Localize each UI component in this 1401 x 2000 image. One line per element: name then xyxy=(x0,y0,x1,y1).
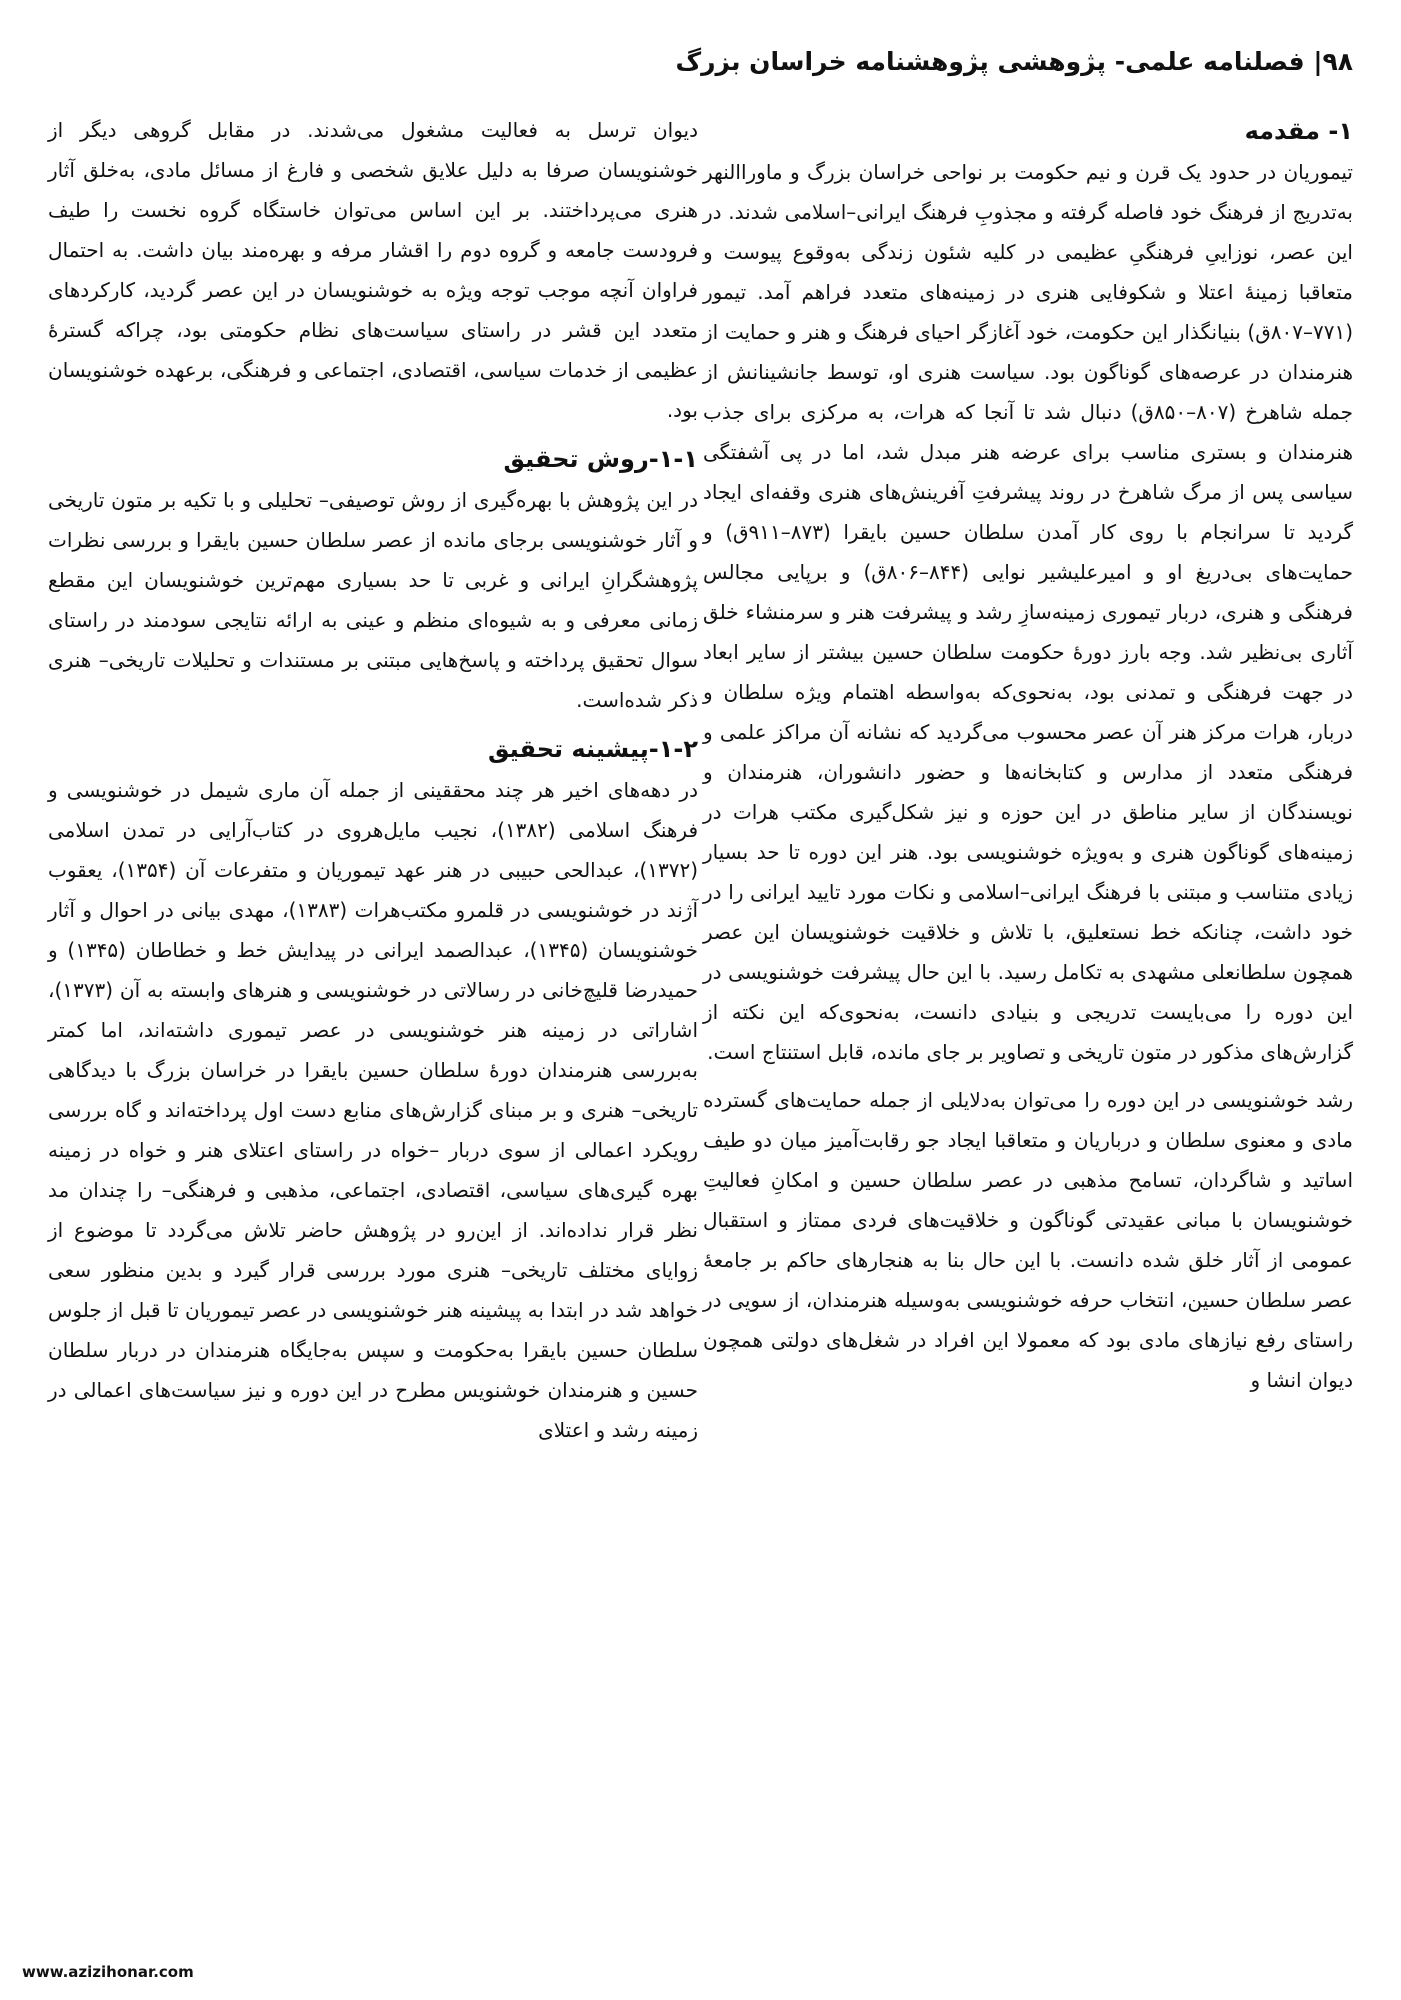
section-heading-introduction: ۱- مقدمه xyxy=(1244,117,1353,145)
paragraph-background: در دهه‌های اخیر هر چند محققینی از جمله آن ماری شیمل در خوشنویسی و فرهنگ اسلامی (۱۳۸۲)، نجیب مایل‌هروی در کتاب‌آرایی در تمدن اسلامی (۱۳۷۲)، عبدالحی حبیبی در هنر عهد تیموریان و متفرعات آن (۱۳۵۴)، یعقوب آژند در خوشنویسی در قلمرو مکتب‌هرات (۱۳۸۳)، مهدی بیانی در احوال و آثار خوشنویسان (۱۳۴۵)، عبدالصمد ایرانی در پیدایش خط و خطاطان (۱۳۴۵) و حمیدرضا قلیچ‌خانی در رسالاتی در خوشنویسی و هنرهای وابسته به آن (۱۳۷۳)، اشاراتی در زمینه هنر خوشنویسی در عصر تیموری داشته‌اند، اما کمتر به‌بررسی هنرمندان دورهٔ سلطان حسین بایقرا در خراسان بزرگ با دیدگاهی تاریخی– هنری و بر مبنای گزارش‌های منابع دست اول پرداخته‌اند و گاه بررسی رویکرد اعمالی از سوی دربار –خواه در راستای اعتلای هنر و خواه در زمینه بهره گیری‌های سیاسی، اقتصادی، اجتماعی، مذهبی و فرهنگی– را چندان مد نظر قرار نداده‌اند. از این‌رو در پژوهش حاضر تلاش می‌گردد تا موضوع از زوایای مختلف تاریخی– هنری مورد بررسی قرار گیرد و بدین منظور سعی خواهد شد در ابتدا به پیشینه هنر خوشنویسی در عصر تیموریان تا قبل از جلوس سلطان حسین بایقرا به‌حکومت و سپس به‌جایگاه هنرمندان در دربار سلطان حسین و هنرمندان خوشنویس مطرح در این دوره و نیز سیاست‌های اعمالی در زمینه رشد و اعتلای xyxy=(48,778,699,1442)
left-column xyxy=(48,110,698,1458)
right-column xyxy=(703,110,1353,1408)
paragraph-continuation: دیوان ترسل به فعالیت مشغول می‌شدند. در مقابل گروهی دیگر از خوشنویسان صرفا به دلیل علایق شخصی و فارغ از مسائل مادی، به‌خلق آثار هنری می‌پرداختند. بر این اساس می‌توان خاستگاه گروه نخست را طیف فرودست جامعه و گروه دوم را اقشار مرفه و بهره‌مند بیان داشت. به احتمال فراوان آنچه موجب توجه ویژه به خوشنویسان در این عصر گردید، کارکردهای متعدد این قشر در راستای سیاست‌های نظام حکومتی بود، چراکه گسترهٔ عظیمی از خدمات سیاسی، اقتصادی، اجتماعی و فرهنگی، برعهده خوشنویسان بود. xyxy=(48,118,698,422)
paragraph-introduction: تیموریان در حدود یک قرن و نیم حکومت بر نواحی خراسان بزرگ و ماوراالنهر به‌تدریج از فرهنگ خود فاصله گرفته و مجذوبِ فرهنگ ایرانی–اسلامی شدند. در این عصر، نوزاییِ فرهنگیِ عظیمی در کلیه شئون زندگی به‌وقوع پیوست و متعاقبا زمینهٔ اعتلا و شکوفایی هنری در زمینه‌های متعدد فراهم آمد. تیمور (۷۷۱–۸۰۷ق) بنیانگذار این حکومت، خود آغازگر احیای فرهنگ و هنر و حمایت از هنرمندان در عرصه‌های گوناگون بود. سیاست هنری او، توسط جانشینانش از جمله شاهرخ (۸۰۷–۸۵۰ق) دنبال شد تا آنجا که هرات، به مرکزی برای جذب هنرمندان و بستری مناسب برای عرضه هنر مبدل شد، اما در پی آشفتگی سیاسی پس از مرگ شاهرخ در روند پیشرفتِ آفرینش‌های هنری وقفه‌ای ایجاد گردید تا سرانجام با روی کار آمدن سلطان حسین بایقرا (۸۷۳–۹۱۱ق) و حمایت‌های بی‌دریغ او و امیرعلیشیر نوایی (۸۴۴–۸۰۶ق) و برپایی مجالس فرهنگی و هنری، دربار تیموری زمینه‌سازِ رشد و پیشرفت هنر و سرمنشاء خلق آثاری بی‌نظیر شد. وجه بارز دورهٔ حکومت سلطان حسین بیشتر از سایر ابعاد در جهت فرهنگی و تمدنی بود، به‌نحوی‌که به‌واسطه اهتمام ویژه سلطان و دربار، هرات مرکز هنر آن عصر محسوب می‌گردید که نشانه آن مراکز علمی و فرهنگی متعدد از مدارس و کتابخانه‌ها و حضور دانشوران، هنرمندان و نویسندگان از سایر مناطق در این حوزه و نیز شکل‌گیری مکتب هرات در زمینه‌های گوناگون هنری و به‌ویژه خوشنویسی بود. هنر این دوره تا حد بسیار زیادی متناسب و مبتنی با فرهنگ ایرانی–اسلامی و نکات مورد تایید ایرانی را در خود داشت، چنانکه خط نستعلیق، با تلاش و خلاقیت خوشنویسان این عصر همچون سلطانعلی مشهدی به تکامل رسید. با این حال پیشرفت خوشنویسی در این دوره را می‌بایست تدریجی و بنیادی دانست، به‌نحوی‌که این نکته از گزارش‌های مذکور در متون تاریخی و تصاویر بر جای مانده، قابل استنتاج است. xyxy=(703,160,1354,1064)
section-heading-method: ۱-۱-روش تحقیق xyxy=(503,445,698,473)
paragraph-calligraphy-growth: رشد خوشنویسی در این دوره را می‌توان به‌دلایلی از جمله حمایت‌های گسترده مادی و معنوی سلطان و درباریان و متعاقبا ایجاد جو رقابت‌آمیز میان دو طیف اساتید و شاگردان، تسامح مذهبی در عصر سلطان حسین و امکانِ فعالیتِ خوشنویسان با مبانی عقیدتی گوناگون و خلاقیت‌های فردی ممتاز و استقبال عمومی از آثار خلق شده دانست. با این حال بنا به هنجارهای حاکم بر جامعهٔ عصر سلطان حسین، انتخاب حرفه خوشنویسی به‌وسیله هنرمندان، از سویی در راستای رفع نیازهای مادی بود که معمولا این افراد در شغل‌های دولتی همچون دیوان انشا و xyxy=(703,1088,1353,1392)
running-header: ۹۸| فصلنامه علمی- پژوهشی پژوهشنامه خراسان بزرگ xyxy=(675,47,1353,76)
section-heading-background: ۱-۲-پیشینه تحقیق xyxy=(488,735,698,763)
footer-website-link[interactable]: www.azizihonar.com xyxy=(22,1963,194,1981)
paragraph-method: در این پژوهش با بهره‌گیری از روش توصیفی– تحلیلی و با تکیه بر متون تاریخی و آثار خوشنویسی برجای مانده از عصر سلطان حسین بایقرا و بررسی نظرات پژوهشگرانِ ایرانی و غربی تا حد بسیاری مهم‌ترین خوشنویسان این مقطع زمانی معرفی و به شیوه‌ای منظم و عینی به ارائه نتایجی سودمند در راستای سوال تحقیق پرداخته و پاسخ‌هایی مبتنی بر مستندات و تحلیلات تاریخی– هنری ذکر شده‌است. xyxy=(48,488,698,712)
